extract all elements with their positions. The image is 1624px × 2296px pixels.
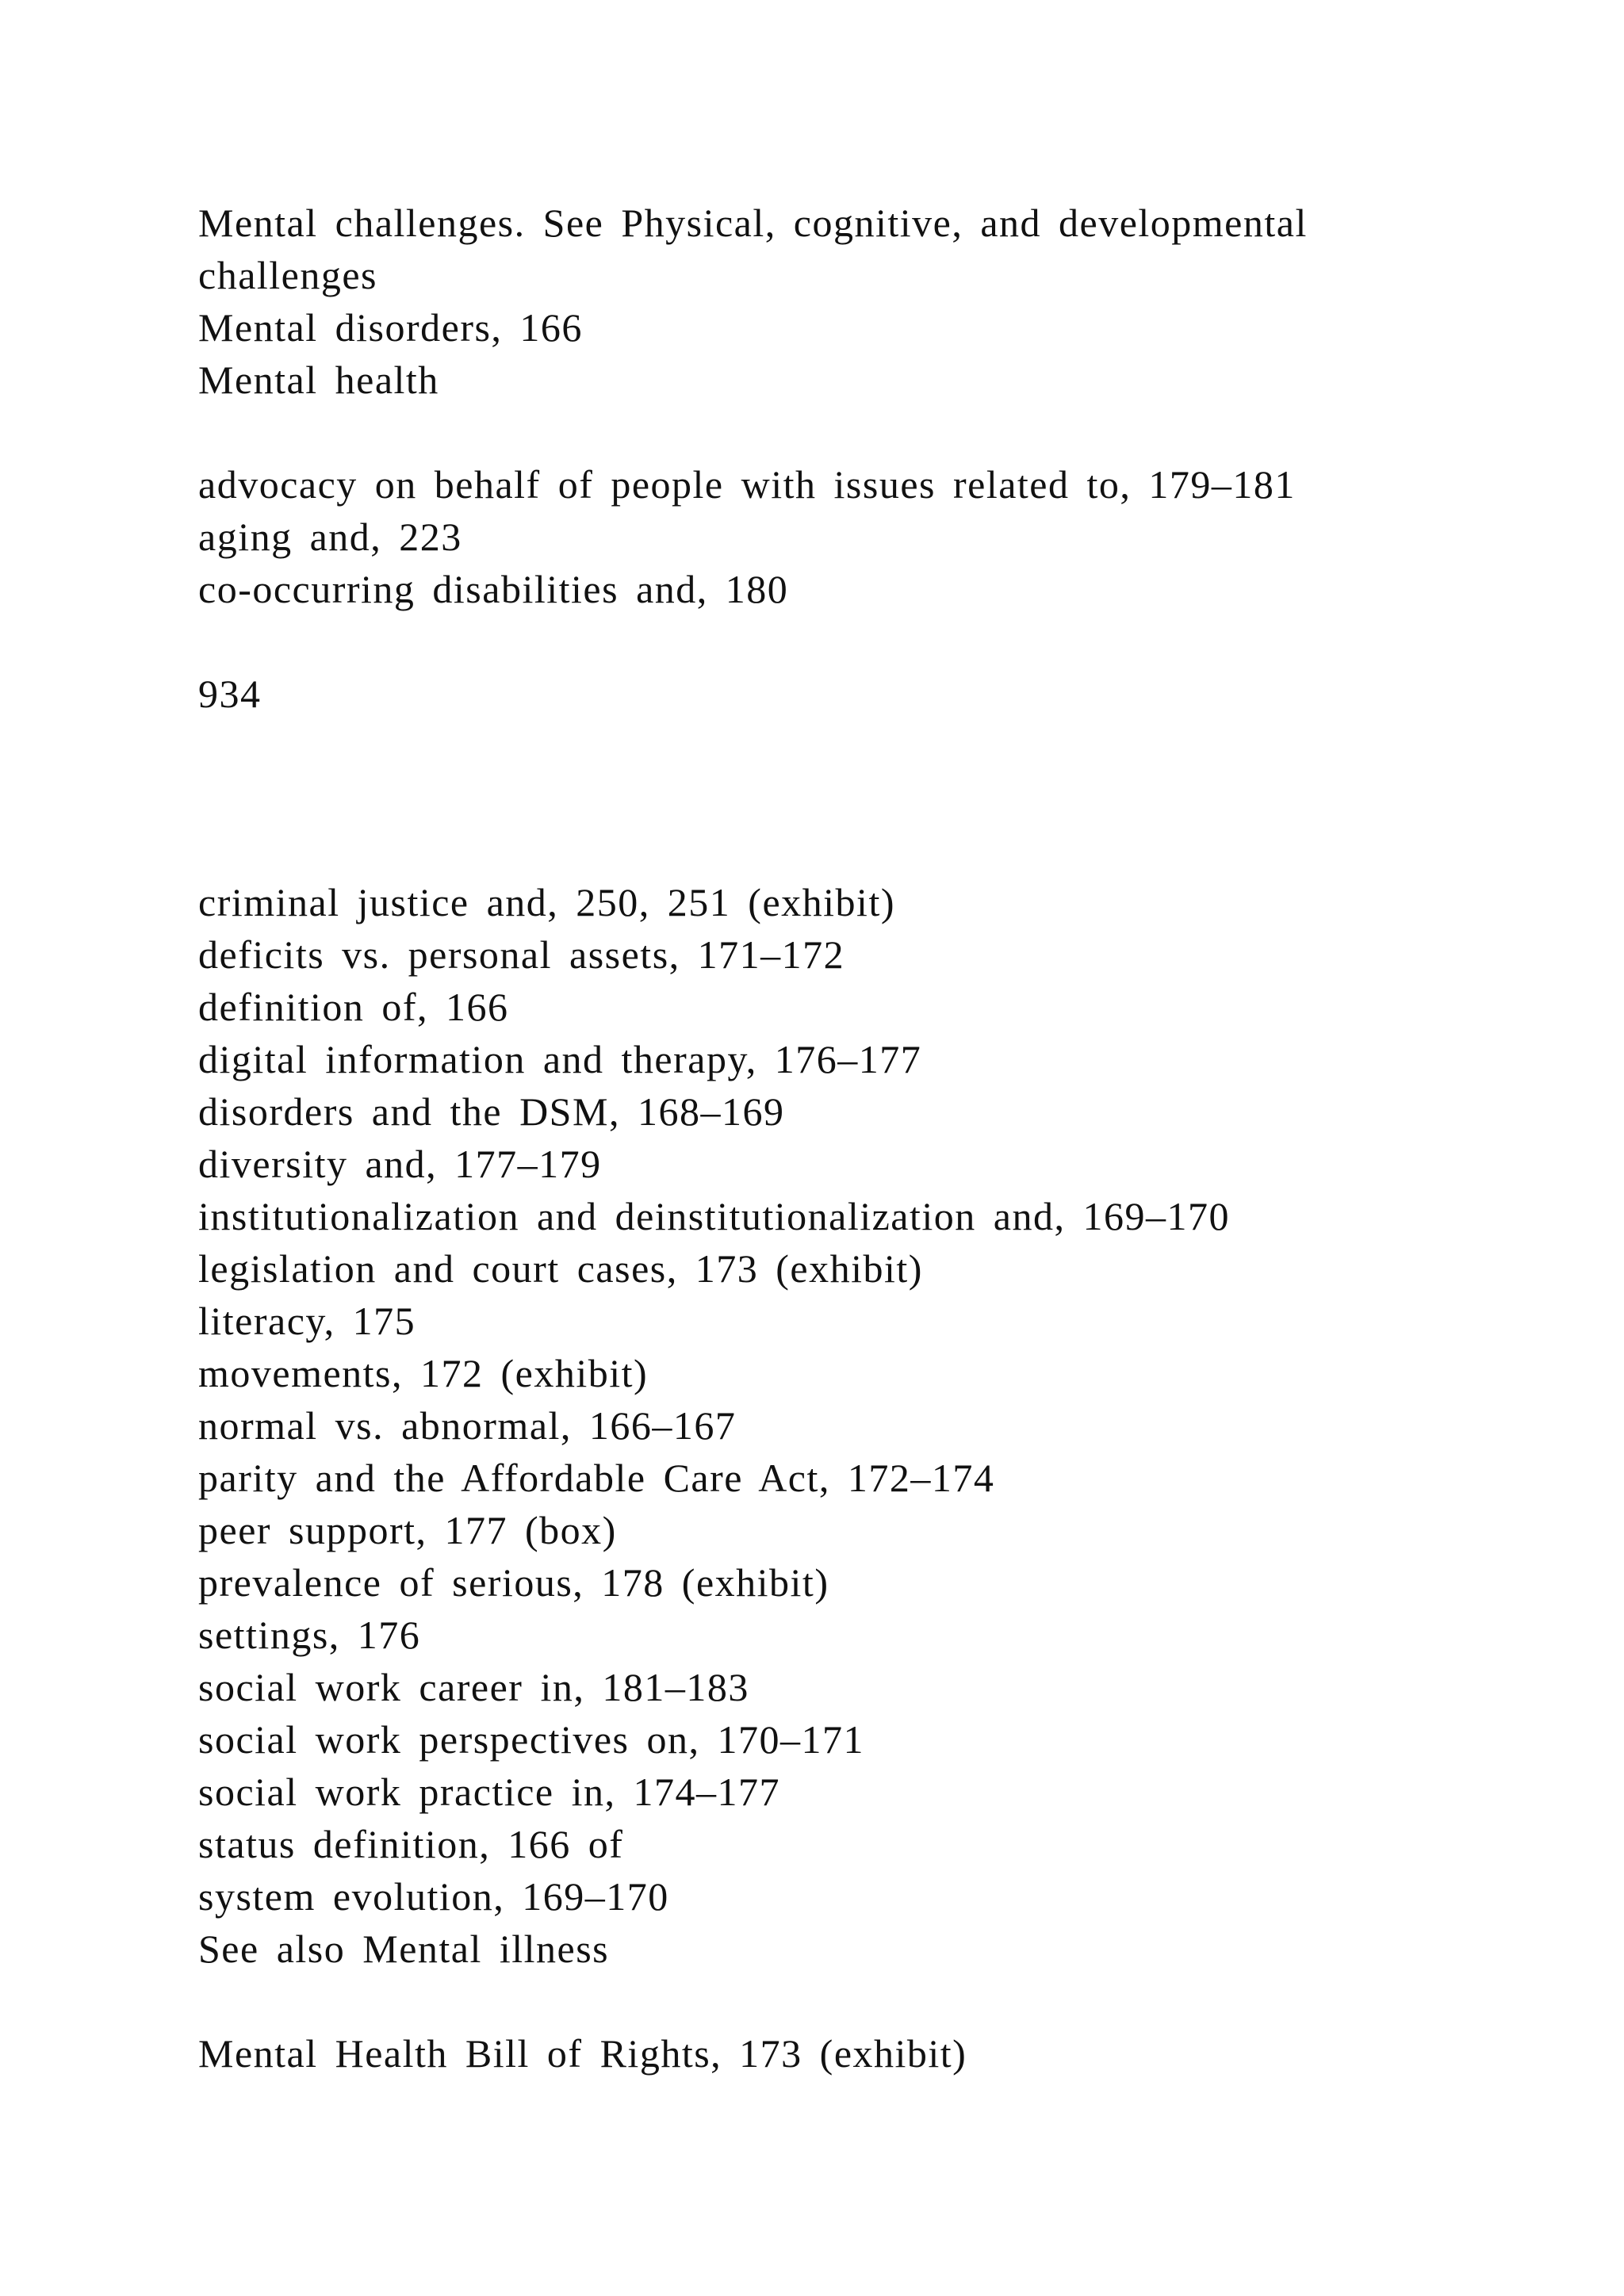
index-subentry-peer-support: peer support, 177 (box) — [198, 1508, 617, 1552]
index-subentry-deficits: deficits vs. personal assets, 171–172 — [198, 932, 845, 977]
index-subentry-disorders-dsm: disorders and the DSM, 168–169 — [198, 1089, 785, 1134]
page-number: 934 — [198, 672, 262, 716]
index-subentry-status: status definition, 166 of — [198, 1822, 624, 1866]
index-entry-mental-disorders: Mental disorders, 166 — [198, 305, 583, 350]
index-subentry-career: social work career in, 181–183 — [198, 1665, 749, 1709]
index-subentry-legislation: legislation and court cases, 173 (exhibit) — [198, 1246, 923, 1291]
index-subentry-definition: definition of, 166 — [198, 985, 509, 1029]
index-subentry-normal: normal vs. abnormal, 166–167 — [198, 1403, 737, 1448]
index-subentry-practice: social work practice in, 174–177 — [198, 1770, 780, 1814]
index-entry-mental-challenges: Mental challenges. See Physical, cognitive, and developmental — [198, 201, 1308, 245]
index-subentry-settings: settings, 176 — [198, 1613, 421, 1657]
index-entry-mental-challenges-continued: challenges — [198, 253, 378, 297]
index-subentry-criminal-justice: criminal justice and, 250, 251 (exhibit) — [198, 880, 895, 924]
index-subentry-movements: movements, 172 (exhibit) — [198, 1351, 649, 1395]
index-subentry-aging: aging and, 223 — [198, 515, 462, 559]
index-entry-mental-health: Mental health — [198, 358, 439, 402]
index-subentry-perspectives: social work perspectives on, 170–171 — [198, 1717, 865, 1762]
index-subentry-co-occurring: co-occurring disabilities and, 180 — [198, 567, 789, 611]
index-subentry-prevalence: prevalence of serious, 178 (exhibit) — [198, 1560, 829, 1605]
index-subentry-literacy: literacy, 175 — [198, 1299, 416, 1343]
index-entry-bill-of-rights: Mental Health Bill of Rights, 173 (exhibit) — [198, 2031, 967, 2076]
index-see-also: See also Mental illness — [198, 1927, 610, 1971]
index-subentry-parity: parity and the Affordable Care Act, 172–174 — [198, 1456, 995, 1500]
index-subentry-diversity: diversity and, 177–179 — [198, 1142, 602, 1186]
index-subentry-institutionalization: institutionalization and deinstitutionalization and, 169–170 — [198, 1194, 1230, 1238]
index-subentry-advocacy: advocacy on behalf of people with issues related to, 179–181 — [198, 462, 1296, 507]
index-subentry-digital: digital information and therapy, 176–177 — [198, 1037, 922, 1081]
index-subentry-system: system evolution, 169–170 — [198, 1874, 669, 1919]
